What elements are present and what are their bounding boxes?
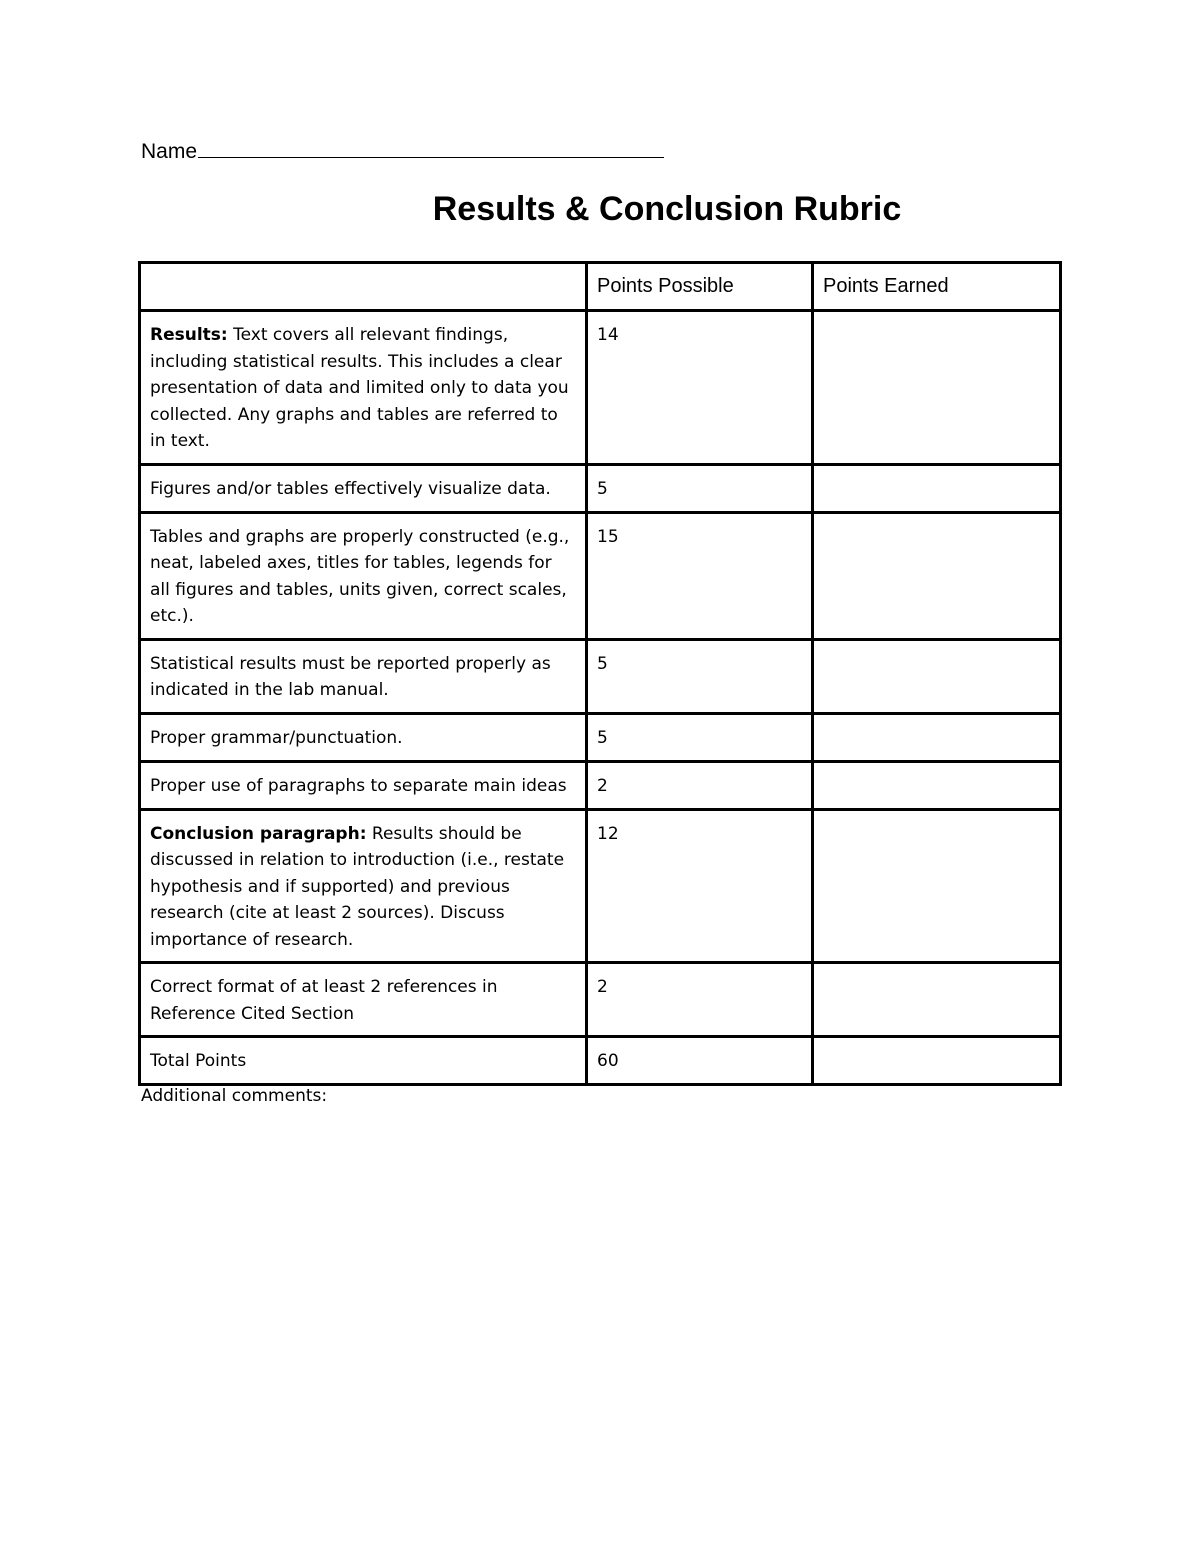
criteria-text: Figures and/or tables effectively visualize data. (150, 478, 551, 499)
criteria-bold-label: Conclusion paragraph: (150, 823, 367, 844)
points-earned-cell[interactable] (813, 963, 1061, 1037)
criteria-bold-label: Results: (150, 325, 228, 345)
points-possible-cell: 14 (587, 311, 813, 465)
table-row (140, 512, 1061, 639)
criteria-text: Tables and graphs are properly constructed (e.g., neat, labeled axes, titles for tables, legends for all figures and tables, units given, correct scales, etc.). (150, 526, 570, 626)
criteria-cell (140, 761, 587, 809)
name-field (141, 140, 664, 164)
criteria-text: Proper use of paragraphs to separate main ideas (150, 775, 567, 796)
table-row (140, 464, 1061, 512)
points-earned-cell[interactable] (813, 761, 1061, 809)
points-earned-cell[interactable] (813, 464, 1061, 512)
page-title: Results & Conclusion Rubric (432, 190, 902, 228)
points-earned-cell[interactable] (813, 512, 1061, 639)
additional-comments-label: Additional comments: (141, 1086, 328, 1106)
criteria-cell (140, 512, 587, 639)
total-label: Total Points (150, 1051, 247, 1071)
points-earned-cell[interactable] (813, 713, 1061, 761)
points-possible-cell: 12 (587, 809, 813, 963)
table-row (140, 809, 1061, 963)
points-earned-cell[interactable] (813, 809, 1061, 963)
table-header-row (140, 263, 1061, 311)
criteria-cell (140, 311, 587, 465)
total-label-cell (140, 1037, 587, 1085)
table-row (140, 761, 1061, 809)
points-possible-cell: 15 (587, 512, 813, 639)
header-criteria (140, 263, 587, 311)
name-blank-line[interactable] (198, 142, 664, 158)
criteria-text: Statistical results must be reported properly as indicated in the lab manual. (150, 653, 551, 700)
header-points-earned: Points Earned (813, 263, 1061, 311)
criteria-text: Correct format of at least 2 references in Reference Cited Section (150, 977, 498, 1024)
rubric-table (138, 261, 1062, 1086)
header-points-possible: Points Possible (587, 263, 813, 311)
criteria-cell (140, 713, 587, 761)
points-earned-cell[interactable] (813, 311, 1061, 465)
criteria-cell (140, 809, 587, 963)
table-row (140, 639, 1061, 713)
table-row (140, 311, 1061, 465)
criteria-cell (140, 639, 587, 713)
criteria-cell (140, 464, 587, 512)
points-possible-cell: 5 (587, 464, 813, 512)
table-row (140, 713, 1061, 761)
table-row (140, 963, 1061, 1037)
criteria-text: Proper grammar/punctuation. (150, 727, 403, 748)
points-possible-cell: 2 (587, 761, 813, 809)
points-earned-cell[interactable] (813, 639, 1061, 713)
criteria-text: Text covers all relevant findings, including statistical results. This includes a clear presentation of data and limited only to data you collected. Any graphs and tables are referred to in text. (150, 325, 569, 451)
criteria-text: Results should be discussed in relation to introduction (i.e., restate hypothesis and if supported) and previous research (cite at least 2 sources). Discuss importance of research. (150, 823, 565, 950)
points-possible-cell: 5 (587, 639, 813, 713)
name-label: Name (141, 140, 198, 163)
total-earned-cell[interactable] (813, 1037, 1061, 1085)
points-possible-cell: 2 (587, 963, 813, 1037)
points-possible-cell: 5 (587, 713, 813, 761)
total-row (140, 1037, 1061, 1085)
total-possible-cell: 60 (587, 1037, 813, 1085)
criteria-cell (140, 963, 587, 1037)
